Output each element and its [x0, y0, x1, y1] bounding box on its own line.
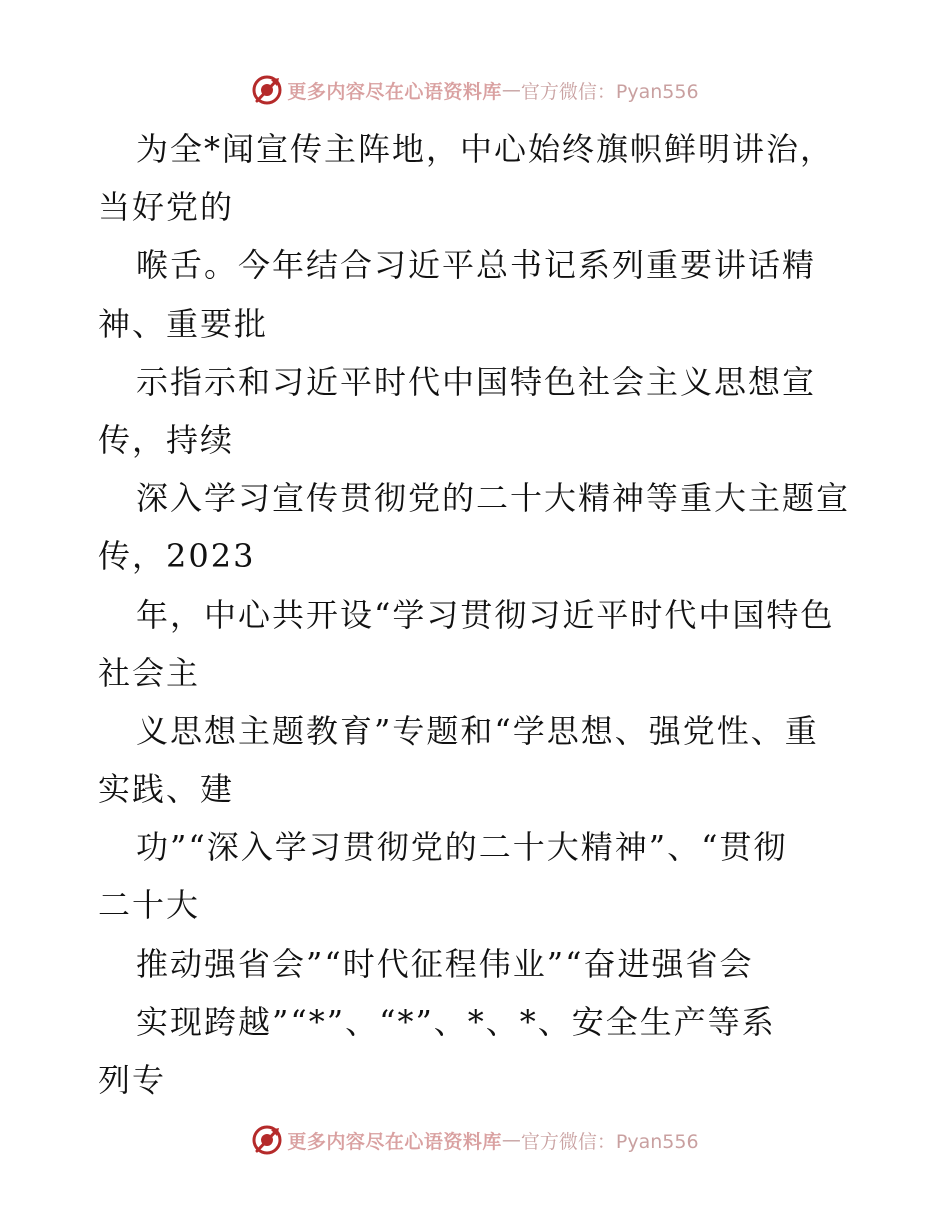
- text-line: 实现跨越”“*”、“*”、*、*、安全生产等系: [136, 1002, 776, 1041]
- banner-dash: —: [501, 79, 521, 101]
- footer-watermark: [0, 1120, 950, 1160]
- banner-contact-text: 官方微信：Pyan556: [520, 1130, 699, 1153]
- banner-contact-text: 官方微信：Pyan556: [520, 80, 699, 103]
- text-line: 义思想主题教育”专题和“学思想、强党性、重: [136, 711, 819, 750]
- banner-brand-text: 更多内容尽在心语资料库: [287, 80, 502, 103]
- text-line: 深入学习宣传贯彻党的二十大精神等重大主题宣: [136, 479, 851, 518]
- text-line: 喉舌。今年结合习近平总书记系列重要讲话精: [136, 246, 817, 285]
- header-watermark: [0, 70, 950, 110]
- text-line: 功”“深入学习贯彻党的二十大精神”、“贯彻: [136, 828, 788, 867]
- text-line: 年，中心共开设“学习贯彻习近平时代中国特色: [136, 595, 835, 634]
- document-body: [98, 120, 858, 1109]
- text-line: 当好党的: [98, 188, 235, 227]
- quill-logo-icon: [251, 1124, 283, 1156]
- text-line: 神、重要批: [98, 304, 269, 343]
- quill-logo-icon: [251, 74, 283, 106]
- text-line: 传，2023: [98, 537, 256, 576]
- text-line: 传，持续: [98, 420, 235, 459]
- text-line: 社会主: [98, 653, 201, 692]
- text-line: 为全*闻宣传主阵地，中心始终旗帜鲜明讲治，: [136, 130, 835, 168]
- text-line: 示指示和习近平时代中国特色社会主义思想宣: [136, 362, 817, 401]
- banner-brand-text: 更多内容尽在心语资料库: [287, 1130, 502, 1153]
- text-line: 推动强省会”“时代征程伟业”“奋进强省会: [136, 944, 754, 983]
- text-line: 列专: [98, 1061, 167, 1099]
- text-line: 实践、建: [98, 770, 235, 809]
- banner-dash: —: [501, 1129, 521, 1151]
- text-line: 二十大: [98, 886, 201, 925]
